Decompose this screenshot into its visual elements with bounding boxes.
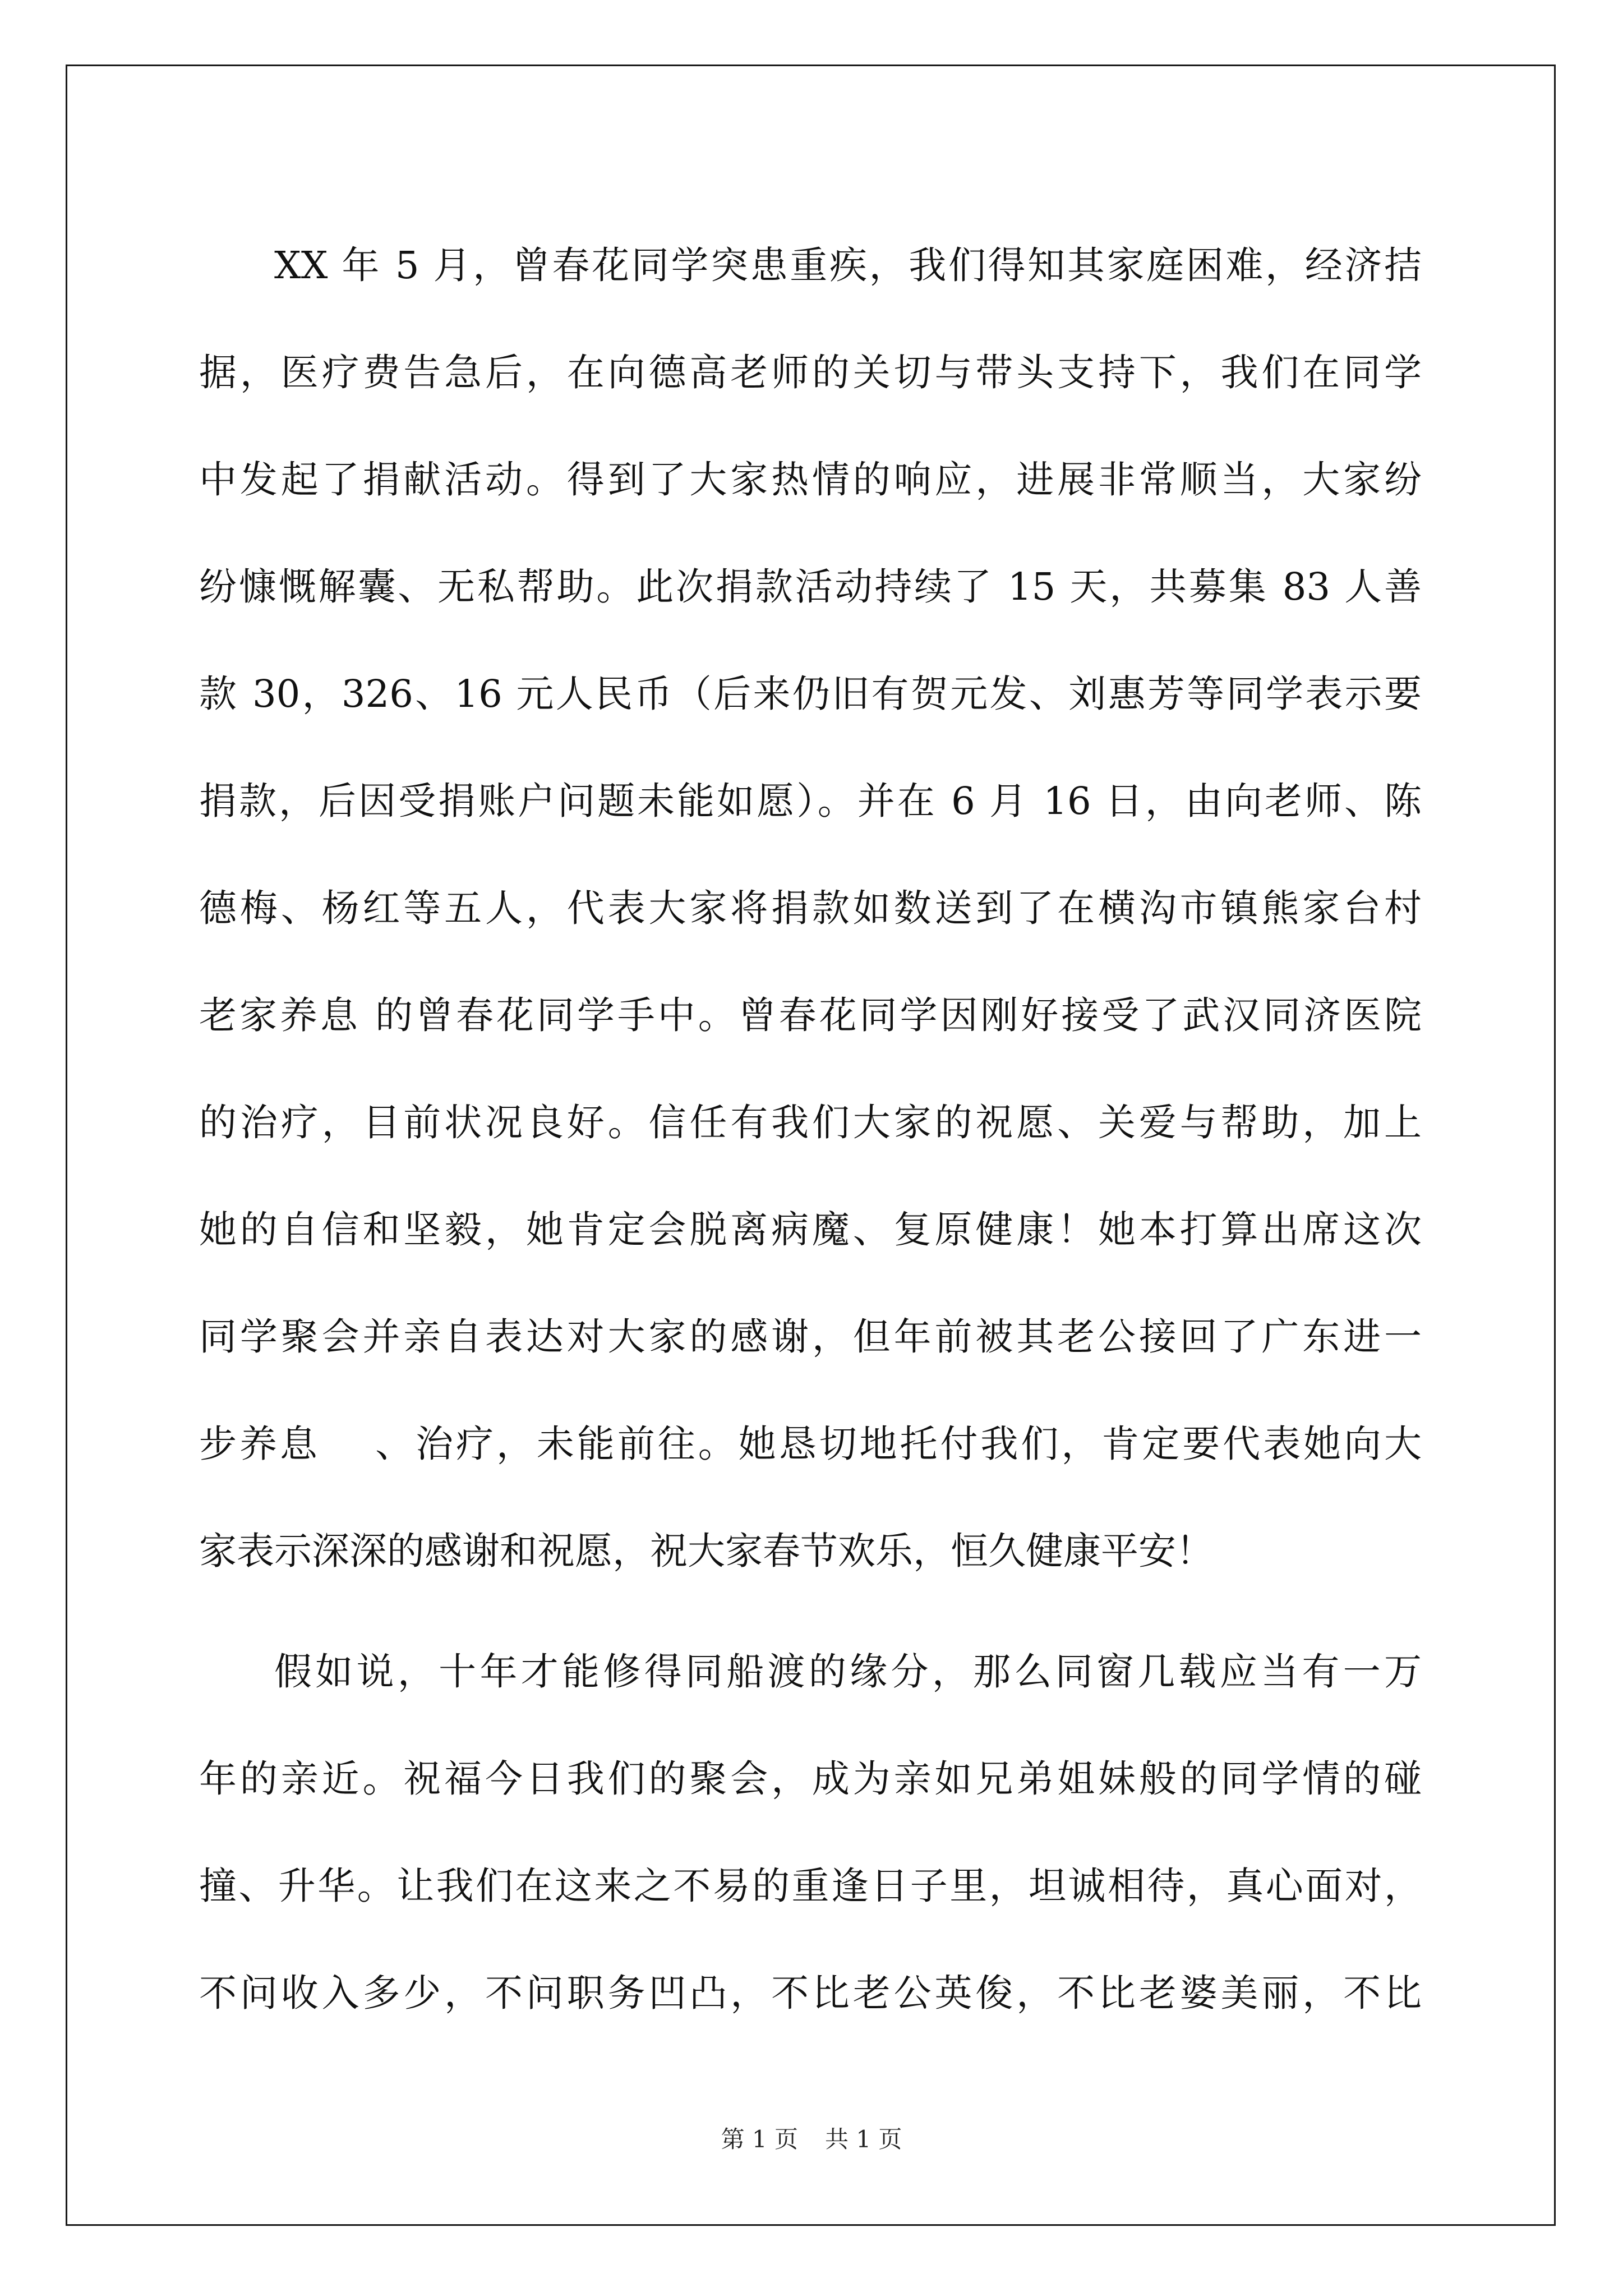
text-line: 家表示深深的感谢和祝愿，祝大家春节欢乐，恒久健康平安！: [199, 1529, 1214, 1573]
page-total: 共 1 页: [825, 2125, 902, 2153]
text-line: 德梅、杨红等五人，代表大家将捐款如数送到了在横沟市镇熊家台村: [199, 886, 1422, 930]
text-line: 老家养息 的曾春花同学手中。曾春花同学因刚好接受了武汉同济医院: [199, 993, 1422, 1037]
text-line: 年的亲近。祝福今日我们的聚会，成为亲如兄弟姐妹般的同学情的碰: [199, 1757, 1422, 1801]
text-line: 步养息 、治疗，未能前往。她恳切地托付我们，肯定要代表她向大: [199, 1422, 1422, 1466]
text-line: 同学聚会并亲自表达对大家的感谢，但年前被其老公接回了广东进一: [199, 1315, 1422, 1359]
text-line: 款 30，326、16 元人民币（后来仍旧有贺元发、刘惠芳等同学表示要: [199, 672, 1422, 716]
text-line: 的治疗，目前状况良好。信任有我们大家的祝愿、关爱与帮助，加上: [199, 1101, 1422, 1144]
document-body: [199, 212, 1422, 2047]
text-line: 撞、升华。让我们在这来之不易的重逢日子里，坦诚相待，真心面对，: [199, 1864, 1422, 1908]
page-footer: [0, 2125, 1623, 2154]
paragraph-gap: [199, 1605, 1422, 1618]
text-line: 中发起了捐献活动。得到了大家热情的响应，进展非常顺当，大家纷: [199, 458, 1422, 501]
page-number: 第 1 页: [721, 2125, 798, 2153]
text-line: 据，医疗费告急后，在向德高老师的关切与带头支持下，我们在同学: [199, 351, 1422, 394]
paragraph-2: [199, 1618, 1422, 2047]
text-line: 不问收入多少，不问职务凹凸，不比老公英俊，不比老婆美丽，不比: [199, 1971, 1422, 2015]
text-line: XX 年 5 月，曾春花同学突患重疾，我们得知其家庭困难，经济拮: [274, 243, 1422, 287]
text-line: 假如说，十年才能修得同船渡的缘分，那么同窗几载应当有一万: [274, 1650, 1422, 1694]
text-line: 捐款，后因受捐账户问题未能如愿）。并在 6 月 16 日，由向老师、陈: [199, 779, 1422, 823]
paragraph-1: [199, 212, 1422, 1605]
text-line: 她的自信和坚毅，她肯定会脱离病魔、复原健康！她本打算出席这次: [199, 1208, 1422, 1251]
text-line: 纷慷慨解囊、无私帮助。此次捐款活动持续了 15 天，共募集 83 人善: [199, 565, 1422, 609]
